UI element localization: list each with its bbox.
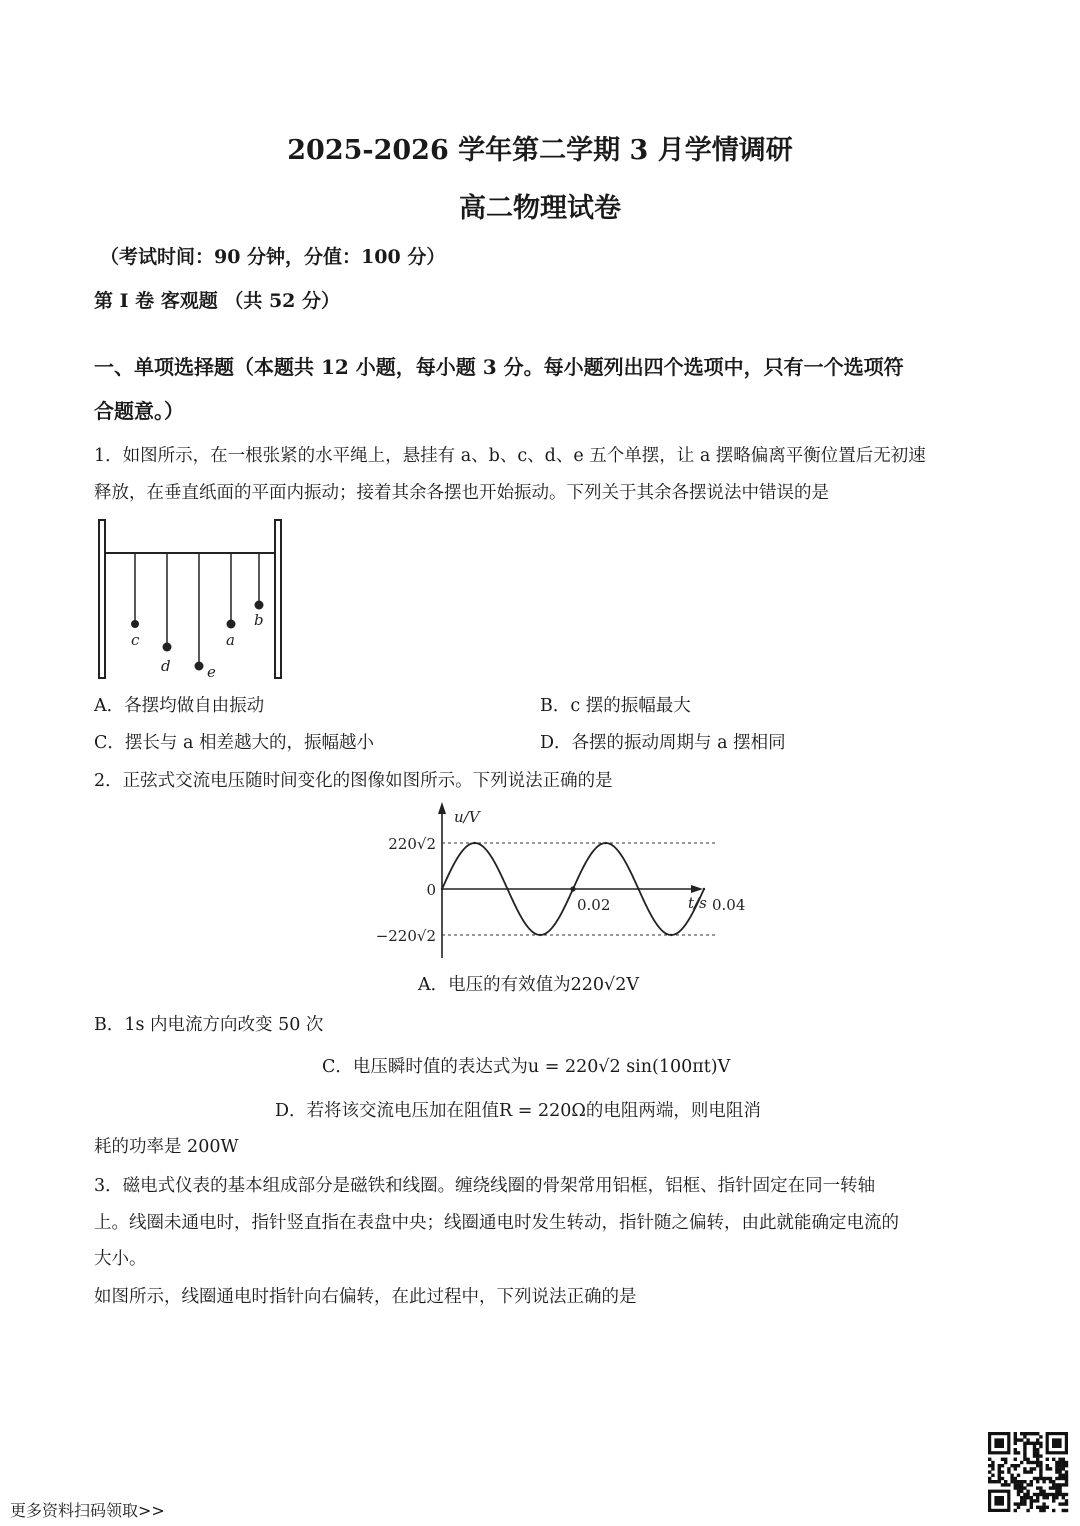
q1-option-b: B．c 摆的振幅最大 bbox=[540, 696, 691, 716]
pendulum-c-bob bbox=[131, 620, 139, 628]
q3-stem-line3: 大小。 bbox=[94, 1249, 147, 1269]
y-axis-label: u/V bbox=[454, 808, 480, 826]
label-a: a bbox=[226, 631, 235, 649]
x-tick-label: 0.02 bbox=[577, 896, 611, 914]
q1-option-c: C．摆长与 a 相差越大的，振幅越小 bbox=[94, 733, 374, 753]
part-title: 第 I 卷 客观题 （共 52 分） bbox=[94, 290, 341, 312]
data-point bbox=[506, 888, 508, 890]
y-tick-label: −220√2 bbox=[375, 927, 436, 945]
q2-option-c: C．电压瞬时值的表达式为u = 220√2 sin(100πt)V bbox=[322, 1057, 731, 1077]
data-point bbox=[670, 934, 672, 936]
q2-option-a: A．电压的有效值为220√2V bbox=[418, 975, 639, 995]
label-b: b bbox=[254, 611, 264, 629]
data-point bbox=[605, 842, 607, 844]
ac-voltage-chart bbox=[370, 798, 746, 968]
pendulum-e-bob bbox=[195, 662, 204, 671]
data-point bbox=[703, 888, 705, 890]
x-axis-label: t/s bbox=[688, 894, 707, 912]
q3-stem-line2: 上。线圈未通电时，指针竖直指在表盘中央；线圈通电时发生转动，指针随之偏转，由此就能确定电流的 bbox=[94, 1213, 899, 1233]
data-point bbox=[539, 934, 541, 936]
exam-info: （考试时间：90 分钟，分值：100 分） bbox=[100, 246, 446, 268]
data-point bbox=[637, 888, 639, 890]
y-tick-label: 0 bbox=[426, 881, 436, 899]
q2-option-d-line2: 耗的功率是 200W bbox=[94, 1137, 239, 1157]
q1-option-a: A．各摆均做自由振动 bbox=[94, 696, 265, 716]
pendulum-d-bob bbox=[163, 643, 172, 652]
left-support-post bbox=[99, 520, 105, 678]
x-axis-arrow bbox=[691, 885, 703, 893]
section-heading-line2: 合题意。） bbox=[94, 399, 184, 423]
q3-stem-line4: 如图所示，线圈通电时指针向右偏转，在此过程中，下列说法正确的是 bbox=[94, 1287, 637, 1307]
y-axis-arrow bbox=[438, 802, 446, 814]
right-support-post bbox=[275, 520, 281, 678]
section-heading-line1: 一、单项选择题（本题共 12 小题，每小题 3 分。每小题列出四个选项中，只有一个选项符 bbox=[94, 355, 904, 379]
pendulum-b-bob bbox=[255, 601, 264, 610]
data-point bbox=[474, 842, 476, 844]
data-point bbox=[441, 888, 443, 890]
q3-stem-line1: 3．磁电式仪表的基本组成部分是磁铁和线圈。缠绕线圈的骨架常用铝框，铝框、指针固定在同一转轴 bbox=[94, 1176, 876, 1196]
pendulum-a-bob bbox=[227, 620, 236, 629]
q2-option-b: B．1s 内电流方向改变 50 次 bbox=[94, 1015, 324, 1035]
zero-crossing-point bbox=[570, 886, 575, 891]
q1-stem-line1: 1．如图所示，在一根张紧的水平绳上，悬挂有 a、b、c、d、e 五个单摆，让 a 摆略偏离平衡位置后无初速 bbox=[94, 446, 926, 466]
qr-code-icon[interactable] bbox=[988, 1432, 1068, 1512]
pendulum-figure bbox=[92, 515, 292, 685]
label-e: e bbox=[207, 663, 216, 681]
exam-title: 2025-2026 学年第二学期 3 月学情调研 bbox=[287, 135, 793, 166]
q1-option-d: D．各摆的振动周期与 a 摆相同 bbox=[540, 733, 786, 753]
footer-text: 更多资料扫码领取>> bbox=[10, 1501, 165, 1520]
y-tick-label: 220√2 bbox=[388, 835, 436, 853]
q2-stem: 2．正弦式交流电压随时间变化的图像如图所示。下列说法正确的是 bbox=[94, 771, 613, 791]
q1-stem-line2: 释放，在垂直纸面的平面内振动；接着其余各摆也开始振动。下列关于其余各摆说法中错误的是 bbox=[94, 483, 829, 503]
label-d: d bbox=[161, 657, 171, 675]
x-tick-label: 0.04 bbox=[712, 896, 746, 914]
q2-option-d-line1: D．若将该交流电压加在阻值R = 220Ω的电阻两端，则电阻消 bbox=[275, 1101, 761, 1121]
label-c: c bbox=[131, 631, 140, 649]
exam-subtitle: 高二物理试卷 bbox=[459, 193, 621, 224]
